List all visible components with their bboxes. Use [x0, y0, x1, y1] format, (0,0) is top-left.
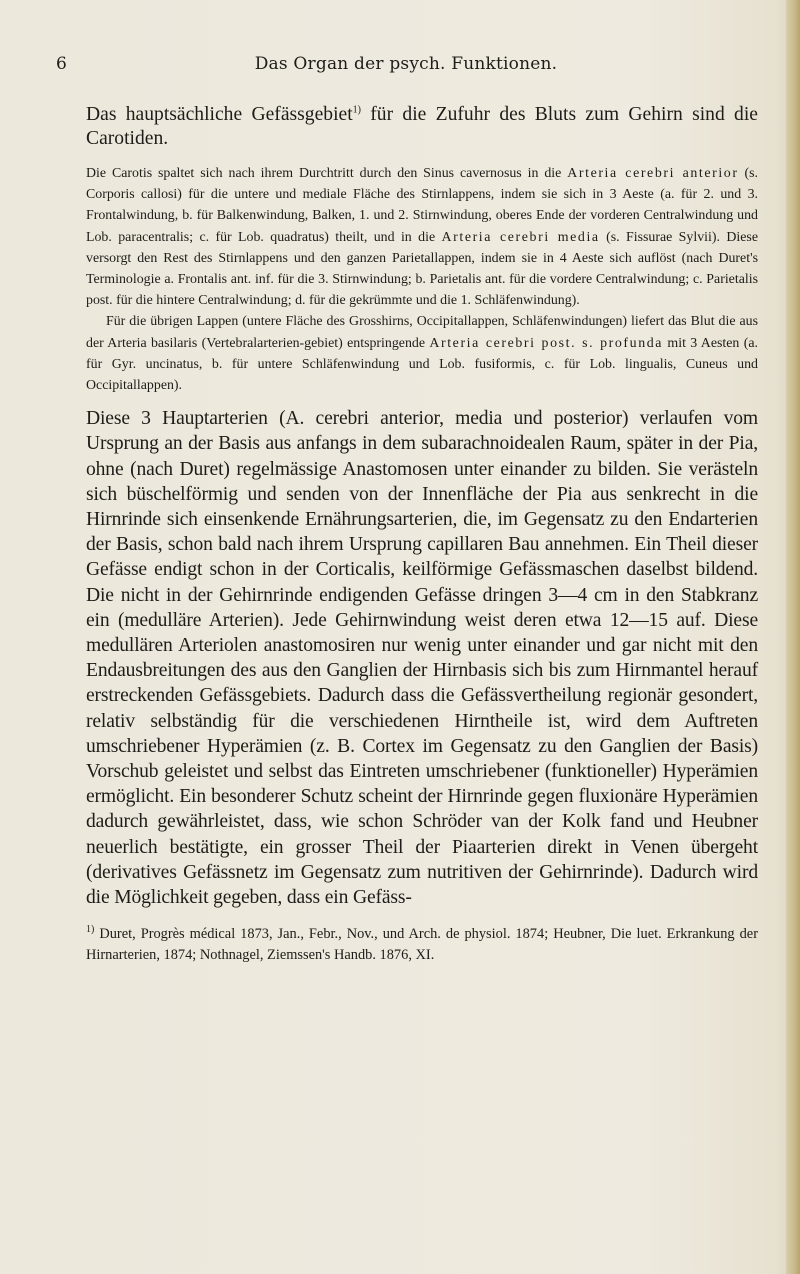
page-number: 6 — [56, 54, 67, 74]
small-text: Für die übrigen Lappen (untere Fläche des Grosshirns, Occipitallappen, Schläfenwindungen) liefert das Blut die aus der Arteria basilaris (Vertebralarterien-gebiet) entspringende — [86, 314, 758, 351]
footnote-reference: 1) — [352, 104, 361, 116]
small-paragraph-carotis — [86, 163, 758, 311]
spaced-term-arteria-anterior: Arteria cerebri anterior — [567, 166, 739, 181]
lead-paragraph — [86, 103, 758, 151]
footnote — [86, 924, 758, 966]
footnote-marker: 1) — [86, 924, 95, 936]
text-body — [86, 103, 758, 966]
small-text: mit 3 Aesten (a. für Gyr. uncinatus, b. für untere Schläfenwindung und Lob. fusiformis, c. für Lob. lingualis, Cuneus und Occipitallappen). — [86, 335, 758, 394]
running-title: Das Organ der psych. Funktionen. — [254, 54, 558, 74]
main-paragraph — [86, 406, 758, 910]
lead-text: Das hauptsächliche Gefässgebiet — [86, 104, 353, 125]
small-text: (s. Corporis callosi) für die untere und mediale Fläche des Stirnlappens, indem sie sich in 3 Aeste (a. für 2. und 3. Frontalwindung, b. für Balkenwindung, Balken, 1. und 2. Stirnwindung, oberes Ende der vorderen Centralwindung und Lob. paracentralis; c. für Lob. quadratus) theilt, und in die — [86, 166, 759, 245]
spaced-term-arteria-media: Arteria cerebri media — [441, 229, 600, 245]
spaced-term-arteria-posterior: Arteria cerebri post. s. profunda — [429, 335, 664, 351]
small-text: Die Carotis spaltet sich nach ihrem Durchtritt durch den Sinus cavernosus in die — [86, 166, 568, 181]
lead-text-continued: für die Zufuhr des Bluts zum Gehirn sind die Carotiden. — [86, 104, 758, 149]
main-text: Diese 3 Hauptarterien (A. cerebri anterior, media und posterior) verlaufen vom Ursprung an der Basis aus anfangs in dem subarachnoidealen Raum, später in der Pia, ohne (nach Duret) regelmässige Anastomosen unter einander zu bilden. Sie verästeln sich büschelförmig und senden von der Innenfläche der Pia aus senkrecht in die Hirnrinde sich einsenkende Ernährungsarterien, die, im Gegensatz zu den Endarterien der Basis, schon bald nach ihrem Ursprung capillaren Bau annehmen. Ein Theil dieser Gefässe endigt schon in der Corticalis, keilförmige Gefässmaschen daselbst bildend. Die nicht in der Gehirnrinde endigenden Gefässe dringen 3—4 cm in den Stabkranz ein (medulläre Arterien). Jede Gehirnwindung weist deren etwa 12—15 auf. Diese medullären Arteriolen anastomosiren nur wenig unter einander und gar nicht mit den Endausbreitungen des aus den Ganglien der Hirnbasis sich bis zum Hirnmantel herauf erstreckenden Gefässgebiets. Dadurch dass die Gefässvertheilung regionär gesondert, relativ selbständig für die verschiedenen Hirntheile ist, wird dem Auftreten umschriebener Hyperämien (z. B. Cortex im Gegensatz zu den Ganglien der Basis) Vorschub geleistet und selbst das Eintreten umschriebener (funktioneller) Hyperämien ermöglicht. Ein besonderer Schutz scheint der Hirnrinde gegen fluxionäre Hyperämien dadurch gewährleistet, dass, wie schon Schröder van der Kolk fand und Heubner neuerlich bestätigte, ein grosser Theil der Piaarterien direkt in Venen übergeht (derivatives Gefässnetz im Gegensatz zum nutritiven der Gehirnrinde). Dadurch wird die Möglichkeit gegeben, dass ein Gefäss- — [86, 408, 758, 909]
footnote-text: Duret, Progrès médical 1873, Jan., Febr., Nov., und Arch. de physiol. 1874; Heubner, Die luet. Erkrankung der Hirnarterien, 1874; Nothnagel, Ziemssen's Handb. 1876, XI. — [86, 926, 758, 964]
running-header — [56, 54, 756, 78]
small-text: (s. Fissurae Sylvii). Diese versorgt den Rest des Stirnlappens und den ganzen Parietallappen, indem sie in 4 Aeste sich auflöst (nach Duret's Terminologie a. Frontalis ant. inf. für die 3. Stirnwindung; b. Parietalis ant. für die vordere Centralwindung; c. Parietalis post. für die hintere Centralwindung; d. für die gekrümmte und die 1. Schläfenwindung). — [86, 229, 758, 309]
page-edge-shadow — [786, 0, 800, 1274]
small-paragraph-posterior — [86, 311, 758, 396]
